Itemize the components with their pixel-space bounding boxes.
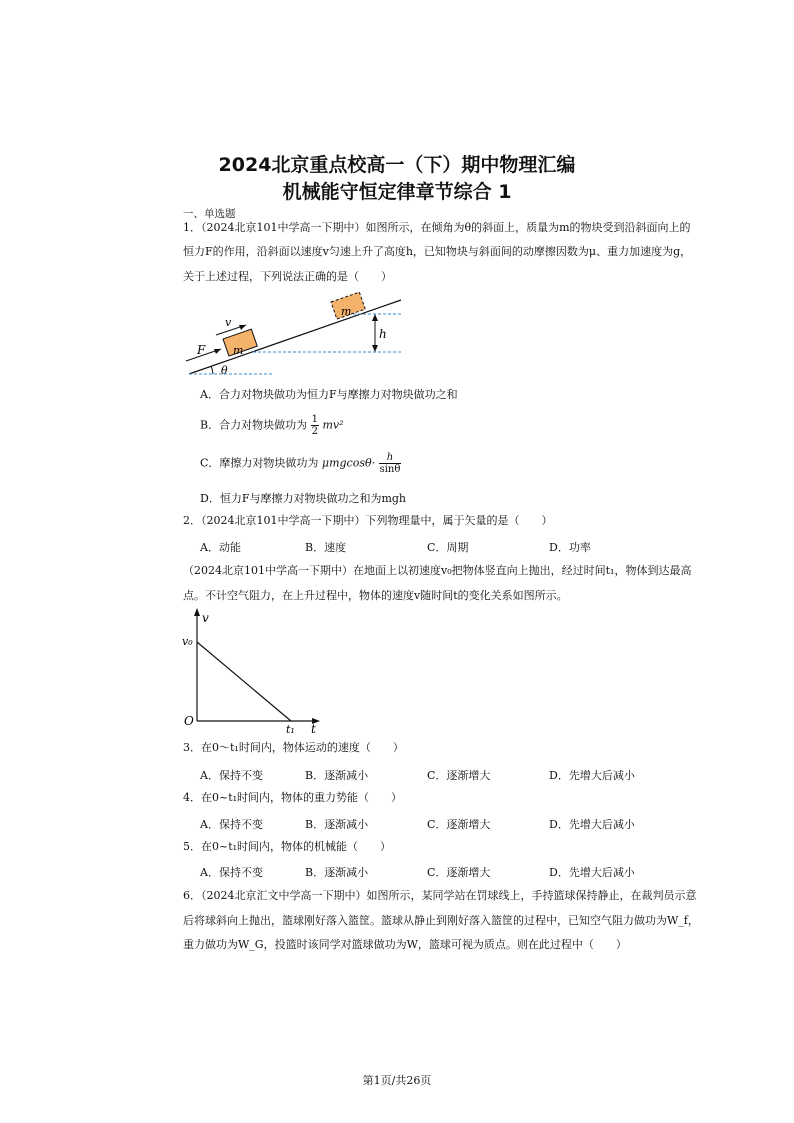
q4-stem: 4．在0~t₁时间内，物体的重力势能（ ） (183, 791, 403, 804)
q4-option-d: D．先增大后减小 (549, 818, 635, 831)
q2-stem: 2．（2024北京101中学高一下期中）下列物理量中，属于矢量的是（ ） (183, 514, 553, 527)
q3-stem: 3．在0～t₁时间内，物体运动的速度（ ） (183, 741, 404, 754)
q1-option-b-fraction (311, 414, 319, 437)
q2-option-d: D．功率 (549, 541, 591, 554)
fraction-numerator: h (379, 452, 402, 464)
q2-option-a: A．动能 (200, 541, 241, 554)
y-axis-arrowhead (194, 608, 200, 616)
page-footer: 第1页/共26页 (362, 1074, 432, 1087)
label-m-upper: m (341, 305, 352, 318)
v0-label: v₀ (182, 635, 193, 648)
q1-stem-line1: 1．（2024北京101中学高一下期中）如图所示，在倾角为θ的斜面上，质量为m的物块受到沿斜面向上的 (183, 221, 691, 234)
q1-option-b (200, 414, 344, 437)
fraction-numerator: 1 (311, 414, 318, 425)
angle-arc (211, 366, 213, 374)
fraction-denominator: sinθ (379, 464, 401, 475)
axis-label-v: v (202, 611, 209, 625)
q5-option-c: C．逐渐增大 (427, 866, 491, 879)
q1-option-c-text: C．摩擦力对物块做功为 (200, 456, 319, 470)
fraction-denominator: 2 (311, 426, 318, 437)
origin-label: O (184, 714, 194, 728)
q3-option-d: D．先增大后减小 (549, 769, 635, 782)
q6-stem-line3: 重力做功为W_G，投篮时该同学对篮球做功为W，篮球可视为质点。则在此过程中（ ） (183, 938, 627, 951)
t1-label: t₁ (286, 723, 295, 735)
q1-stem-line3: 关于上述过程，下列说法正确的是（ ） (183, 270, 392, 283)
incline-figure (183, 292, 413, 382)
q6-stem-line2: 后将球斜向上抛出，篮球刚好落入篮筐。篮球从静止到刚好落入篮筐的过程中，已知空气阻力做功为W_f， (183, 914, 699, 927)
q3-option-b: B．逐渐减小 (305, 769, 369, 782)
velocity-line (197, 642, 291, 721)
q1-option-c-expr: μmgcosθ· (321, 456, 376, 470)
shared-stem-line2: 点。不计空气阻力，在上升过程中，物体的速度v随时间t的变化关系如图所示。 (183, 589, 568, 602)
q5-option-d: D．先增大后减小 (549, 866, 635, 879)
q3-option-c: C．逐渐增大 (427, 769, 491, 782)
axis-label-t: t (311, 722, 316, 735)
label-m-lower: m (233, 344, 244, 357)
section-heading: 一、单选题 (183, 208, 236, 220)
q4-option-c: C．逐渐增大 (427, 818, 491, 831)
q6-stem-line1: 6．（2024北京汇文中学高一下期中）如图所示，某同学站在罚球线上，手持篮球保持静止，在裁判员示意 (183, 889, 697, 902)
q1-option-c-fraction (379, 452, 402, 475)
q4-option-a: A．保持不变 (200, 818, 263, 831)
q5-stem: 5．在0~t₁时间内，物体的机械能（ ） (183, 840, 392, 853)
incline-surface (189, 300, 401, 374)
q3-option-a: A．保持不变 (200, 769, 263, 782)
q1-option-b-expr: mv² (322, 418, 344, 432)
q1-option-a: A．合力对物块做功为恒力F与摩擦力对物块做功之和 (200, 388, 458, 401)
label-v: v (225, 316, 232, 329)
q1-stem-line2: 恒力F的作用，沿斜面以速度v匀速上升了高度h，已知物块与斜面间的动摩擦因数为μ、重力加速度为g， (183, 245, 692, 258)
height-arrowhead-up (372, 314, 378, 321)
q4-option-b: B．逐渐减小 (305, 818, 369, 831)
page-subtitle: 机械能守恒定律章节综合 1 (282, 181, 512, 203)
force-arrowhead (214, 349, 221, 354)
height-arrowhead-down (372, 345, 378, 352)
q2-option-c: C．周期 (427, 541, 469, 554)
label-F: F (197, 343, 206, 357)
label-theta: θ (221, 364, 228, 377)
vt-graph (180, 605, 330, 735)
page-title: 2024北京重点校高一（下）期中物理汇编 (218, 154, 576, 176)
q2-option-b: B．速度 (305, 541, 347, 554)
q5-option-b: B．逐渐减小 (305, 866, 369, 879)
label-h: h (379, 327, 387, 341)
q5-option-a: A．保持不变 (200, 866, 263, 879)
velocity-arrowhead (239, 325, 246, 330)
q1-option-c (200, 452, 401, 475)
q1-option-d: D．恒力F与摩擦力对物块做功之和为mgh (200, 492, 407, 505)
q1-option-b-text: B．合力对物块做功为 (200, 418, 308, 432)
shared-stem-line1: （2024北京101中学高一下期中）在地面上以初速度v₀把物体竖直向上抛出，经过时间t₁，物体到达最高 (183, 564, 692, 577)
